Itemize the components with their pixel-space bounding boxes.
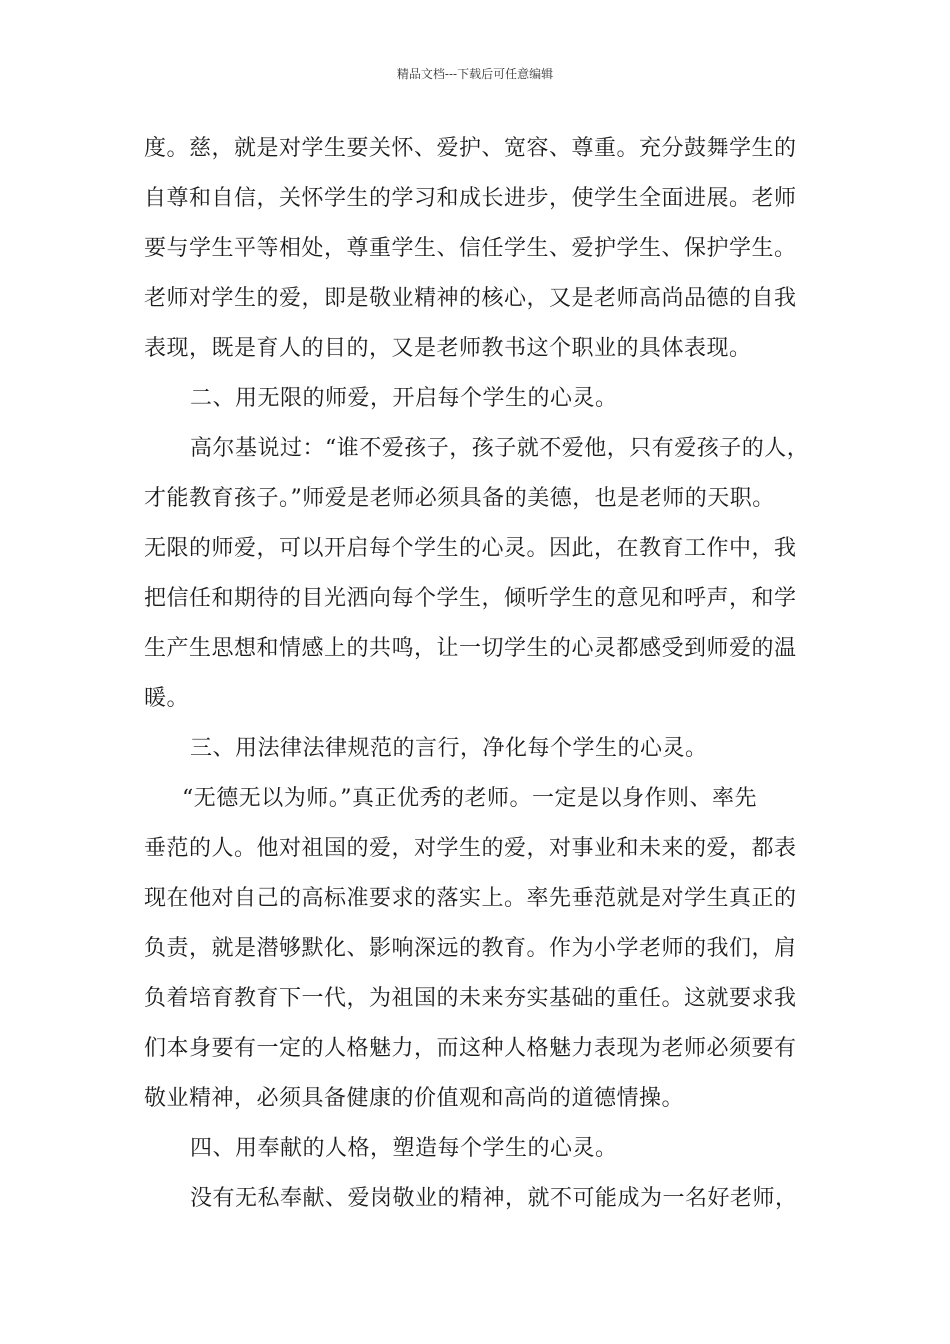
- text-line: “无德无以为师。”真正优秀的老师。一定是以身作则、率先: [182, 786, 757, 811]
- text-line: 把信任和期待的目光洒向每个学生，倾听学生的意见和呼声，和学: [144, 586, 797, 611]
- text-line: 敬业精神，必须具备健康的价值观和高尚的道德情操。: [144, 1086, 685, 1111]
- text-line: 生产生思想和情感上的共鸣，让一切学生的心灵都感受到师爱的温: [144, 636, 797, 661]
- text-line: 负责，就是潜够默化、影响深远的教育。作为小学老师的我们，肩: [144, 936, 797, 961]
- text-line: 表现，既是育人的目的，又是老师教书这个职业的具体表现。: [144, 336, 752, 361]
- text-line: 要与学生平等相处，尊重学生、信任学生、爱护学生、保护学生。: [144, 236, 797, 261]
- page-header: 精品文档---下载后可任意编辑: [396, 67, 554, 81]
- text-line: 暖。: [144, 686, 190, 711]
- document-body: [144, 124, 824, 1224]
- text-line: 现在他对自己的高标准要求的落实上。率先垂范就是对学生真正的: [144, 886, 797, 911]
- text-line: 老师对学生的爱，即是敬业精神的核心，又是老师高尚品德的自我: [144, 286, 797, 311]
- section-heading-2: 二、用无限的师爱，开启每个学生的心灵。: [190, 386, 618, 411]
- text-line: 垂范的人。他对祖国的爱，对学生的爱，对事业和未来的爱，都表: [144, 836, 797, 861]
- text-line: 度。慈，就是对学生要关怀、爱护、宽容、尊重。充分鼓舞学生的: [144, 136, 797, 161]
- text-line: 无限的师爱，可以开启每个学生的心灵。因此，在教育工作中，我: [144, 536, 797, 561]
- text-line: 自尊和自信，关怀学生的学习和成长进步，使学生全面进展。老师: [144, 186, 797, 211]
- section-heading-4: 四、用奉献的人格，塑造每个学生的心灵。: [190, 1136, 618, 1161]
- text-line: 高尔基说过：“谁不爱孩子，孩子就不爱他，只有爱孩子的人，: [190, 436, 810, 461]
- text-line: 没有无私奉献、爱岗敬业的精神，就不可能成为一名好老师，: [190, 1186, 798, 1211]
- text-line: 负着培育教育下一代，为祖国的未来夯实基础的重任。这就要求我: [144, 986, 797, 1011]
- text-line: 才能教育孩子。”师爱是老师必须具备的美德，也是老师的天职。: [144, 486, 775, 511]
- text-line: 们本身要有一定的人格魅力，而这种人格魅力表现为老师必须要有: [144, 1036, 797, 1061]
- section-heading-3: 三、用法律法律规范的言行，净化每个学生的心灵。: [190, 736, 708, 761]
